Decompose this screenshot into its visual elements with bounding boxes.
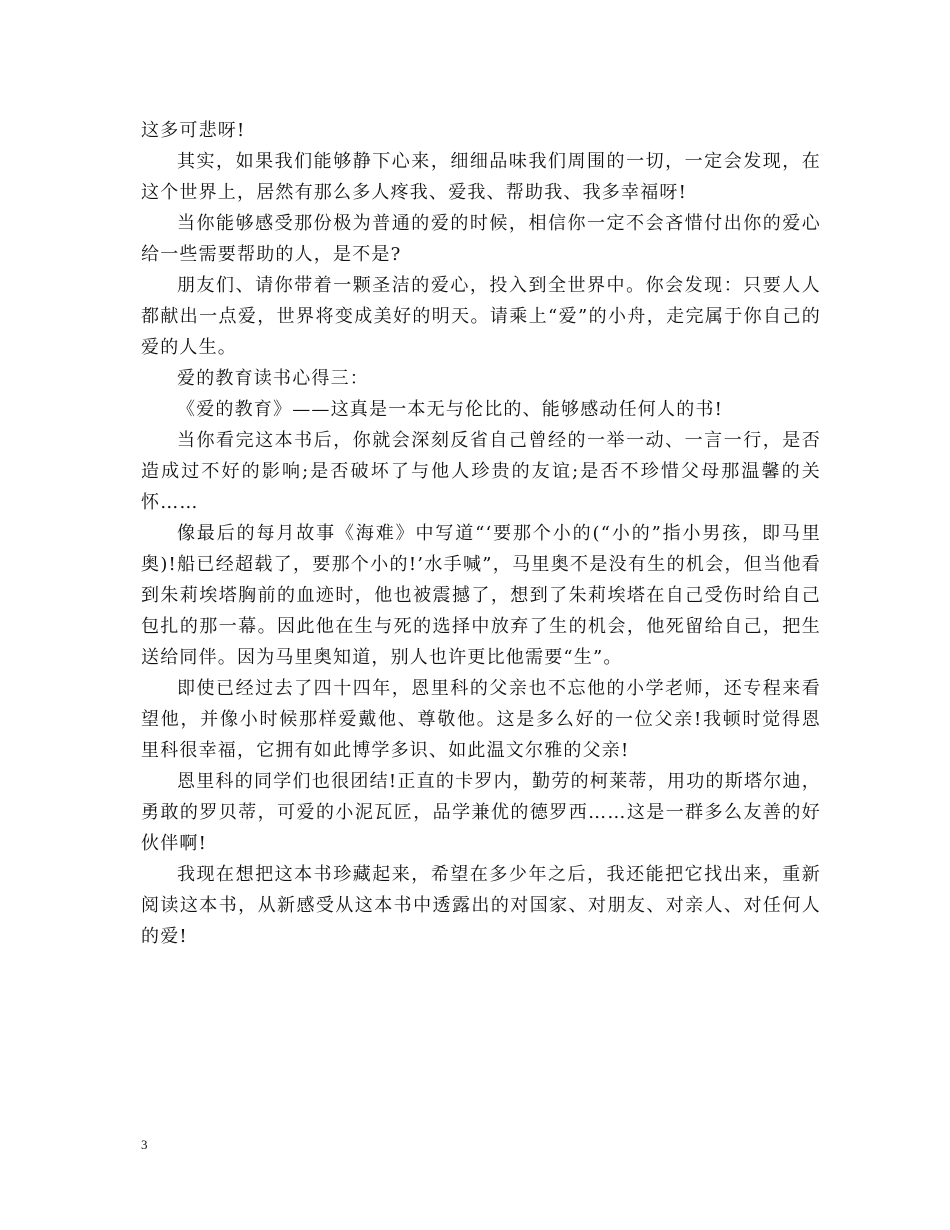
paragraph: 当你能够感受那份极为普通的爱的时候，相信你一定不会吝惜付出你的爱心给一些需要帮助的人，是不是?	[141, 213, 821, 265]
paragraph: 《爱的教育》——这真是一本无与伦比的、能够感动任何人的书!	[177, 399, 724, 420]
paragraph-continuation: 这多可悲呀!	[141, 120, 246, 141]
paragraph: 其实，如果我们能够静下心来，细细品味我们周围的一切，一定会发现，在这个世界上，居然有那么多人疼我、爱我、帮助我、我多幸福呀!	[141, 151, 821, 203]
section-heading: 爱的教育读书心得三：	[177, 368, 369, 389]
document-body	[141, 115, 821, 952]
paragraph: 朋友们、请你带着一颗圣洁的爱心，投入到全世界中。你会发现：只要人人都献出一点爱，世界将变成美好的明天。请乘上“爱”的小舟，走完属于你自己的爱的人生。	[141, 275, 821, 358]
paragraph: 即使已经过去了四十四年，恩里科的父亲也不忘他的小学老师，还专程来看望他，并像小时候那样爱戴他、尊敬他。这是多么好的一位父亲!我顿时觉得恩里科很幸福，它拥有如此博学多识、如此温文尔雅的父亲!	[141, 678, 821, 761]
page-number: 3	[141, 1137, 148, 1152]
paragraph: 当你看完这本书后，你就会深刻反省自己曾经的一举一动、一言一行，是否造成过不好的影响;是否破坏了与他人珍贵的友谊;是否不珍惜父母那温馨的关怀……	[141, 430, 821, 513]
paragraph: 像最后的每月故事《海难》中写道“‘要那个小的(“小的”指小男孩，即马里奥)!船已经超载了，要那个小的!’水手喊”，马里奥不是没有生的机会，但当他看到朱莉埃塔胸前的血迹时，他也被震撼了，想到了朱莉埃塔在自己受伤时给自己包扎的那一幕。因此他在生与死的选择中放弃了生的机会，他死留给自己，把生送给同伴。因为马里奥知道，别人也许更比他需要“生”。	[141, 523, 821, 668]
paragraph: 恩里科的同学们也很团结!正直的卡罗内，勤劳的柯莱蒂，用功的斯塔尔迪，勇敢的罗贝蒂，可爱的小泥瓦匠，品学兼优的德罗西……这是一群多么友善的好伙伴啊!	[141, 771, 821, 854]
paragraph: 我现在想把这本书珍藏起来，希望在多少年之后，我还能把它找出来，重新阅读这本书，从新感受从这本书中透露出的对国家、对朋友、对亲人、对任何人的爱!	[141, 864, 821, 947]
